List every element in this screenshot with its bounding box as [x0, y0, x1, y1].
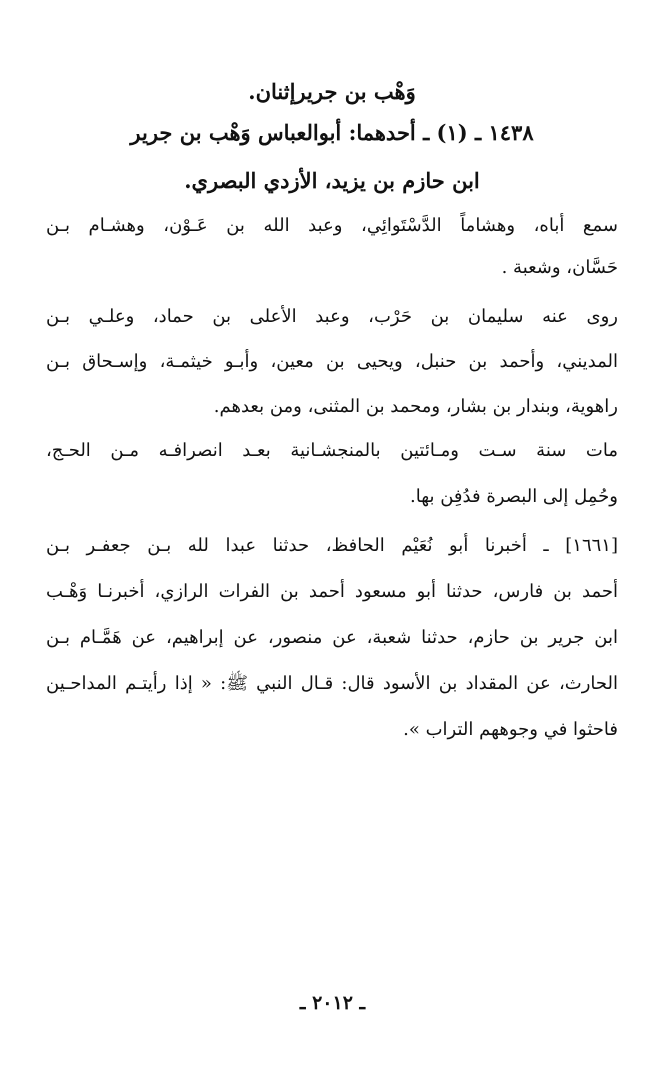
paragraph-line: الحارث، عن المقداد بن الأسود قال: قـال النبي ﷺ: « إذا رأيتـم المداحـين	[46, 673, 618, 694]
paragraph-line: [١٦٦١] ـ أخبرنا أبو نُعَيْم الحافظ، حدثنا عبدا لله بـن جعفـر بـن	[46, 535, 618, 556]
entry-subtitle-block	[46, 166, 618, 196]
paragraph-line: روى عنه سليمان بن حَرْب، وعبد الأعلى بن حماد، وعلـي بـن	[46, 306, 618, 327]
paragraph-death	[46, 438, 618, 510]
paragraph-line: سمع أباه، وهشاماً الدَّسْتَوائِي، وعبد الله بن عَـوْن، وهشـام بـن	[46, 215, 618, 236]
entry-title-block	[46, 118, 618, 148]
paragraph-line: حَسَّان، وشعبة .	[501, 257, 618, 278]
paragraph-line: وحُمِل إلى البصرة فدُفِن بها.	[410, 486, 618, 507]
entry-subtitle: ابن حازم بن يزيد، الأزدي البصري.	[184, 168, 480, 193]
paragraph-line: المديني، وأحمد بن حنبل، ويحيى بن معين، وأبـو خيثمـة، وإسـحاق بـن	[46, 351, 618, 372]
paragraph-line: فاحثوا في وجوههم التراب ».	[403, 719, 618, 740]
paragraph-line: مات سنة سـت ومـائتين بالمنجشـانية بعـد انصرافـه مـن الحـج،	[46, 440, 618, 461]
page-number: ـ ٢٠١٢ ـ	[299, 992, 366, 1014]
paragraph-line: راهوية، وبندار بن بشار، ومحمد بن المثنى، ومن بعدهم.	[213, 396, 618, 417]
paragraph-students	[46, 304, 618, 420]
entry-group-heading: وَهْب بن جريرإثنان.	[248, 79, 416, 104]
paragraph-line: أحمد بن فارس، حدثنا أبو مسعود أحمد بن الفرات الرازي، أخبرنـا وَهْـب	[46, 581, 618, 602]
headings-block	[46, 77, 618, 107]
paragraph-teachers	[46, 213, 618, 281]
paragraph-line: ابن جرير بن حازم، حدثنا شعبة، عن منصور، عن إبراهيم، عن هَمَّـام بـن	[46, 627, 618, 648]
paragraph-hadith	[46, 533, 618, 743]
entry-title: ١٤٣٨ ـ (١) ـ أحدهما: أبوالعباس وَهْب بن جرير	[130, 120, 534, 145]
